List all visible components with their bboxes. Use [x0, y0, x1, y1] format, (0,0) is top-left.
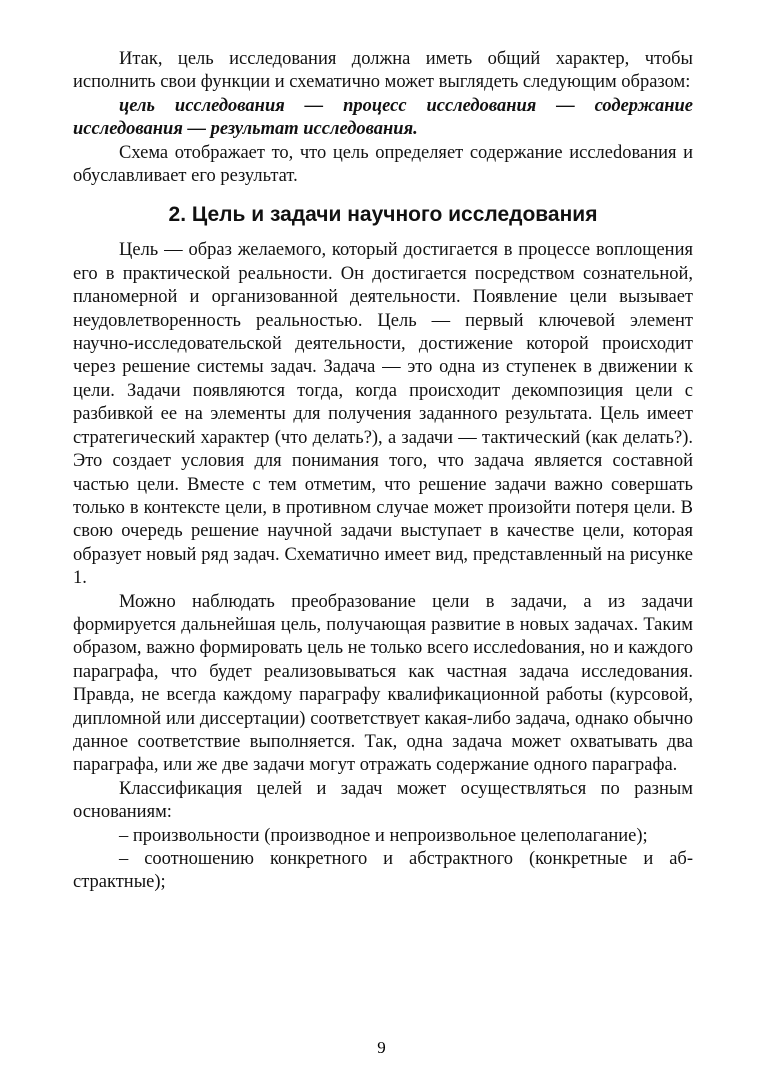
page-number: 9: [377, 1038, 386, 1057]
goal-definition-paragraph: Цель — образ желаемого, который достигается в процессе воплощения его в практической реальности. Он достигается посредством сознательной, планомерной и организованной деятельности. Появление цели вызывает неудовлетворенность реальностью. Цель — первый ключевой элемент научно-исследовательской деятельности, достижение которой происходит через решение системы задач. Задача — это одна из ступенек в движении к цели. Задачи появляются тогда, когда происходит декомпозиция цели с разбивкой ее на элементы для получения заданного результата. Цель имеет стратегический характер (что делать?), а задачи — тактический (как делать?). Это создает условия для понимания того, что задача является составной частью цели. Вместе с тем отметим, что решение задачи важно совершать только в контексте цели, в противном случае может произойти потеря цели. В свою очередь решение научной задачи выступает в качестве цели, которая образует новый ряд задач. Схематично имеет вид, представленный на рисунке 1.: [73, 240, 693, 589]
intro-paragraph: Итак, цель исследования должна иметь общий характер, чтобы исполнить свои функции и схематично может выглядеть следующим образом:: [73, 49, 693, 93]
list-item: – произвольности (производное и непроизвольное целеполагание);: [119, 825, 648, 846]
goal-transformation-paragraph: Можно наблюдать преобразование цели в задачи, а из задачи формируется дальнейшая цель, получающая развитие в новых задачах. Таким образом, важно формировать цель не только всего исслеdования, но и каждого параграфа, что будет реализовываться как частная задача исследования. Правда, не всегда каждому параграфу квалификационной работы (курсовой, дипломной или диссертации) соответствует какая-либо задача, однако обычно данное соответствие выполняется. Так, одна задача может охватывать два параграфа, или же две задачи могут отражать содержание одного параграфа.: [73, 591, 693, 776]
classification-paragraph: Классификация целей и задач может осуществляться по разным основаниям:: [73, 778, 693, 823]
section-heading: 2. Цель и задачи научного исследования: [168, 203, 598, 227]
research-formula: цель исследования — процесс исследования — содержание исследования — результат исследования.: [73, 95, 693, 140]
list-item: – соотношению конкретного и абстрактного (конкретные и абстрактные);: [73, 849, 693, 893]
scheme-paragraph: Схема отображает то, что цель определяет содержание исслеdования и обуславливает его результат.: [73, 142, 693, 187]
